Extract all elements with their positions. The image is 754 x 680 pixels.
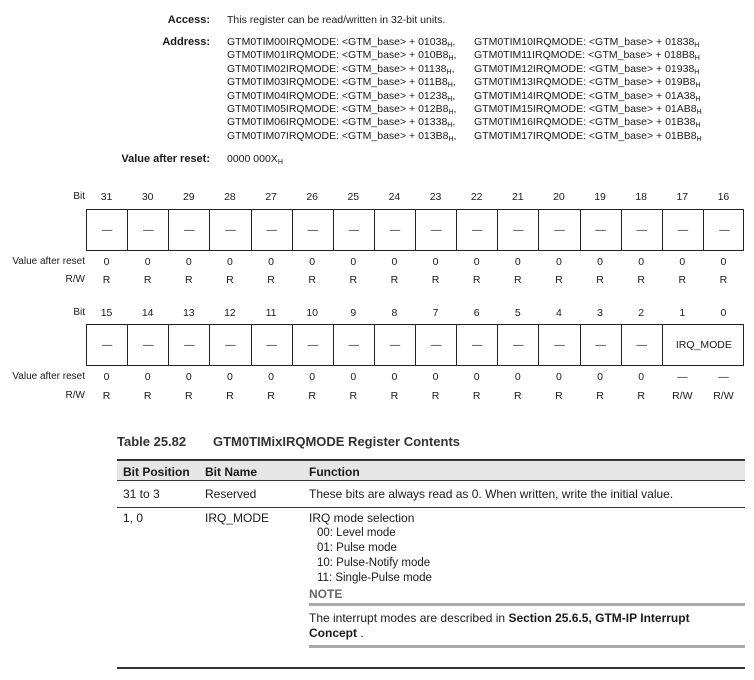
right-address-line: GTM0TIM16IRQMODE: <GTM_base> + $01B38_H$ <box>474 116 701 130</box>
reset-value-cell: — <box>677 371 688 383</box>
rw-value-cell: R <box>555 274 563 286</box>
reserved-bit-cell: — <box>581 325 622 365</box>
reserved-bit-cell: — <box>169 325 210 365</box>
rw-value-cell: R <box>472 390 481 402</box>
reset-value-cell: 0 <box>556 256 562 268</box>
reserved-bit-cell: — <box>87 325 128 365</box>
bit-number: 25 <box>347 191 360 203</box>
rw-value-cell: R/W <box>713 390 734 402</box>
note-label: NOTE <box>309 587 343 601</box>
reset-value-cell: 0 <box>350 256 357 268</box>
rw-value-cell: R <box>719 274 728 286</box>
address-list-right <box>474 36 702 143</box>
rw-value-cell: R <box>472 274 481 286</box>
bit-number: 21 <box>511 191 524 203</box>
reset-value-cell: 0 <box>638 371 645 383</box>
address-label: Address: <box>162 36 210 48</box>
reserved-bit-cell: — <box>539 325 580 365</box>
bit-number: 28 <box>224 191 236 203</box>
reset-value-cell: 0 <box>556 371 562 383</box>
row-divider <box>117 507 745 508</box>
left-address-line: GTM0TIM07IRQMODE: <GTM_base> + $013B8_H$, <box>227 129 457 143</box>
reset-value-cell: 0 <box>597 371 603 383</box>
bit-number: 29 <box>182 191 195 203</box>
reserved-bit-cell: — <box>334 325 375 365</box>
bit-number: 19 <box>594 191 606 203</box>
rw-value-cell: R <box>226 390 234 402</box>
reset-value-cell: 0 <box>144 256 151 268</box>
reset-label: Value after reset: <box>121 153 210 165</box>
reserved-bit-cell: — <box>498 210 539 250</box>
irq-option-01: 01: Pulse mode <box>317 542 397 554</box>
reserved-bit-cell: — <box>252 325 293 365</box>
row1-position: 31 to 3 <box>123 487 160 501</box>
rw-value-cell: R <box>267 274 275 286</box>
right-address-line: GTM0TIM10IRQMODE: <GTM_base> + $01838_H$ <box>474 36 700 49</box>
rw-value-cell: R <box>596 274 604 286</box>
reset-value: 0000 $000X_H$ <box>227 153 283 166</box>
reset-value-cell: 0 <box>309 371 316 383</box>
irq-option-00: 00: Level mode <box>317 527 396 539</box>
rw-value-cell: R <box>102 274 111 286</box>
reserved-bit-cell: — <box>622 210 663 250</box>
bit-number: 31 <box>100 191 113 203</box>
bit-number: 23 <box>429 191 442 203</box>
bit-number: 20 <box>553 191 565 203</box>
reset-value-cell: 0 <box>227 256 233 268</box>
rw-value-cell: R <box>349 390 358 402</box>
header-bit-name: Bit Name <box>205 465 258 479</box>
reserved-bit-cell: — <box>375 210 416 250</box>
reset-value-cell: 0 <box>638 256 645 268</box>
reset-value-cell: 0 <box>391 371 398 383</box>
lower-bit-label: Bit <box>73 307 85 318</box>
reset-value-cell: 0 <box>185 256 192 268</box>
bit-number: 26 <box>306 191 319 203</box>
reserved-bit-cell: — <box>334 210 375 250</box>
row2-name: IRQ_MODE <box>205 511 270 525</box>
reset-value-cell: 0 <box>309 256 316 268</box>
reset-value-cell: 0 <box>514 256 521 268</box>
bit-number: 17 <box>676 191 689 203</box>
left-address-line: GTM0TIM01IRQMODE: <GTM_base> + $010B8_H$, <box>227 49 457 63</box>
left-address-line: GTM0TIM06IRQMODE: <GTM_base> + $01338_H$, <box>227 116 456 130</box>
bit-number: 11 <box>265 307 277 319</box>
rw-value-cell: R <box>185 390 193 402</box>
rw-value-cell: R <box>555 390 563 402</box>
reset-value-cell: 0 <box>391 256 398 268</box>
rw-value-cell: R <box>143 274 152 286</box>
bit-number: 14 <box>141 307 154 319</box>
upper-bit-label: Bit <box>73 191 85 202</box>
rw-value-cell: R <box>226 274 234 286</box>
rw-value-cell: R <box>102 390 111 402</box>
bit-number: 22 <box>470 191 483 203</box>
reset-value-cell: 0 <box>473 371 480 383</box>
bit-number: 0 <box>720 307 727 319</box>
reset-value-cell: 0 <box>268 256 274 268</box>
table-number: Table 25.82 <box>117 434 187 449</box>
right-address-line: GTM0TIM14IRQMODE: <GTM_base> + $01A38_H$ <box>474 89 701 103</box>
bit-number: 30 <box>141 191 154 203</box>
row2-position: 1, 0 <box>123 511 144 525</box>
rw-value-cell: R <box>143 390 152 402</box>
bit-number: 12 <box>224 307 236 319</box>
reserved-bit-cell: — <box>457 210 498 250</box>
reset-value-cell: 0 <box>514 371 521 383</box>
rw-value-cell: R <box>431 274 440 286</box>
reserved-bit-cell: — <box>416 325 457 365</box>
bit-number: 2 <box>638 307 645 319</box>
rw-value-cell: R <box>431 390 440 402</box>
reset-value-cell: 0 <box>473 256 480 268</box>
reset-value-cell: 0 <box>227 371 233 383</box>
rw-value-cell: R <box>308 274 316 286</box>
bit-number: 3 <box>597 307 603 319</box>
note-top-bar <box>309 603 745 606</box>
bit-number: 10 <box>306 307 319 319</box>
bit-number: 7 <box>432 307 439 319</box>
reset-value-cell: 0 <box>350 371 357 383</box>
header-bit-position: Bit Position <box>123 465 190 479</box>
reserved-bit-cell: — <box>719 224 730 236</box>
reserved-bit-cell: — <box>252 210 293 250</box>
rw-value-cell: R <box>596 390 604 402</box>
upper-reset-label: Value after reset <box>12 256 85 267</box>
table-bottom-rule <box>117 667 745 669</box>
reserved-bit-cell: — <box>539 210 580 250</box>
access-text: This register can be read/written in 32-bit units. <box>227 14 446 26</box>
reserved-bit-cell: — <box>128 325 169 365</box>
reset-value-cell: 0 <box>144 371 151 383</box>
reset-value-cell: 0 <box>268 371 274 383</box>
field-irq-mode-cell: IRQ_MODE <box>675 339 732 351</box>
irq-option-10: 10: Pulse-Notify mode <box>317 557 431 569</box>
table-caption <box>117 434 460 449</box>
reset-value-cell: 0 <box>185 371 192 383</box>
reserved-bit-cell: — <box>498 325 539 365</box>
left-address-line: GTM0TIM00IRQMODE: <GTM_base> + $01038_H$, <box>227 36 456 49</box>
reserved-bit-cell: — <box>293 325 334 365</box>
bit-number: 8 <box>391 307 398 319</box>
reserved-bit-cell: — <box>375 325 416 365</box>
bit-number: 15 <box>100 307 113 319</box>
rw-value-cell: R <box>390 274 399 286</box>
lower-register-box <box>86 324 744 366</box>
reset-value-cell: — <box>718 371 729 383</box>
note-text: The interrupt modes are described in Section 25.6.5, GTM-IP Interrupt Concept . <box>309 611 690 640</box>
bit-number: 1 <box>679 307 686 319</box>
rw-value-cell: R <box>678 274 687 286</box>
rw-value-cell: R <box>185 274 193 286</box>
rw-value-cell: R <box>308 390 316 402</box>
rw-value-cell: R <box>390 390 399 402</box>
reserved-bit-cell: — <box>622 325 663 365</box>
row2-function: IRQ mode selection <box>309 511 415 525</box>
reset-value-cell: 0 <box>720 256 727 268</box>
bit-number: 18 <box>635 191 648 203</box>
header-function: Function <box>309 465 360 479</box>
bit-number: 4 <box>556 307 562 319</box>
address-list-left <box>227 36 456 143</box>
bit-number: 24 <box>388 191 401 203</box>
bit-number: 16 <box>717 191 730 203</box>
reserved-bit-cell: — <box>293 210 334 250</box>
reserved-bit-cell: — <box>87 210 128 250</box>
bit-number: 9 <box>350 307 357 319</box>
right-address-line: GTM0TIM17IRQMODE: <GTM_base> + $01BB8_H$ <box>474 129 702 143</box>
row1-function: These bits are always read as 0. When written, write the initial value. <box>309 487 674 501</box>
rw-value-cell: R <box>637 274 645 286</box>
rw-value-cell: R <box>349 274 358 286</box>
access-label: Access: <box>167 14 210 26</box>
rw-value-cell: R <box>267 390 275 402</box>
reset-value-cell: 0 <box>103 371 110 383</box>
reset-value-cell: 0 <box>432 256 439 268</box>
note-section-reference: Section 25.6.5, GTM-IP Interrupt Concept <box>309 611 690 640</box>
bit-number: 27 <box>265 191 277 203</box>
irq-option-11: 11: Single-Pulse mode <box>317 572 432 584</box>
reserved-bit-cell: — <box>581 210 622 250</box>
bit-number: 13 <box>182 307 195 319</box>
right-address-line: GTM0TIM13IRQMODE: <GTM_base> + $019B8_H$ <box>474 76 701 90</box>
bit-number: 6 <box>473 307 480 319</box>
reserved-bit-cell: — <box>663 210 704 250</box>
table-title: GTM0TIMixIRQMODE Register Contents <box>213 434 461 449</box>
left-address-line: GTM0TIM05IRQMODE: <GTM_base> + $012B8_H$, <box>227 102 457 116</box>
bit-number: 5 <box>514 307 521 319</box>
reset-value-cell: 0 <box>103 256 110 268</box>
right-address-line: GTM0TIM15IRQMODE: <GTM_base> + $01AB8_H$ <box>474 102 702 116</box>
left-address-line: GTM0TIM04IRQMODE: <GTM_base> + $01238_H$, <box>227 89 456 103</box>
left-address-line: GTM0TIM03IRQMODE: <GTM_base> + $011B8_H$, <box>227 76 456 90</box>
reserved-bit-cell: — <box>128 210 169 250</box>
reserved-bit-cell: — <box>457 325 498 365</box>
reserved-bit-cell: — <box>210 325 251 365</box>
reserved-bit-cell: — <box>169 210 210 250</box>
note-bottom-bar <box>309 645 745 648</box>
table-header <box>117 459 745 481</box>
reset-value-cell: 0 <box>432 371 439 383</box>
right-address-line: GTM0TIM12IRQMODE: <GTM_base> + $01938_H$ <box>474 62 700 76</box>
rw-value-cell: R/W <box>672 390 693 402</box>
rw-value-cell: R <box>514 274 522 286</box>
reset-value-cell: 0 <box>679 256 686 268</box>
reset-value-cell: 0 <box>597 256 603 268</box>
lower-rw-label: R/W <box>65 390 85 401</box>
rw-value-cell: R <box>637 390 645 402</box>
upper-register-box <box>86 209 744 251</box>
right-address-line: GTM0TIM11IRQMODE: <GTM_base> + $018B8_H$ <box>474 49 700 63</box>
reserved-bit-cell: — <box>210 210 251 250</box>
upper-rw-label: R/W <box>65 274 85 285</box>
lower-reset-label: Value after reset <box>12 371 85 382</box>
rw-value-cell: R <box>514 390 522 402</box>
reserved-bit-cell: — <box>416 210 457 250</box>
row1-name: Reserved <box>205 487 257 501</box>
left-address-line: GTM0TIM02IRQMODE: <GTM_base> + $01138_H$, <box>227 62 455 76</box>
